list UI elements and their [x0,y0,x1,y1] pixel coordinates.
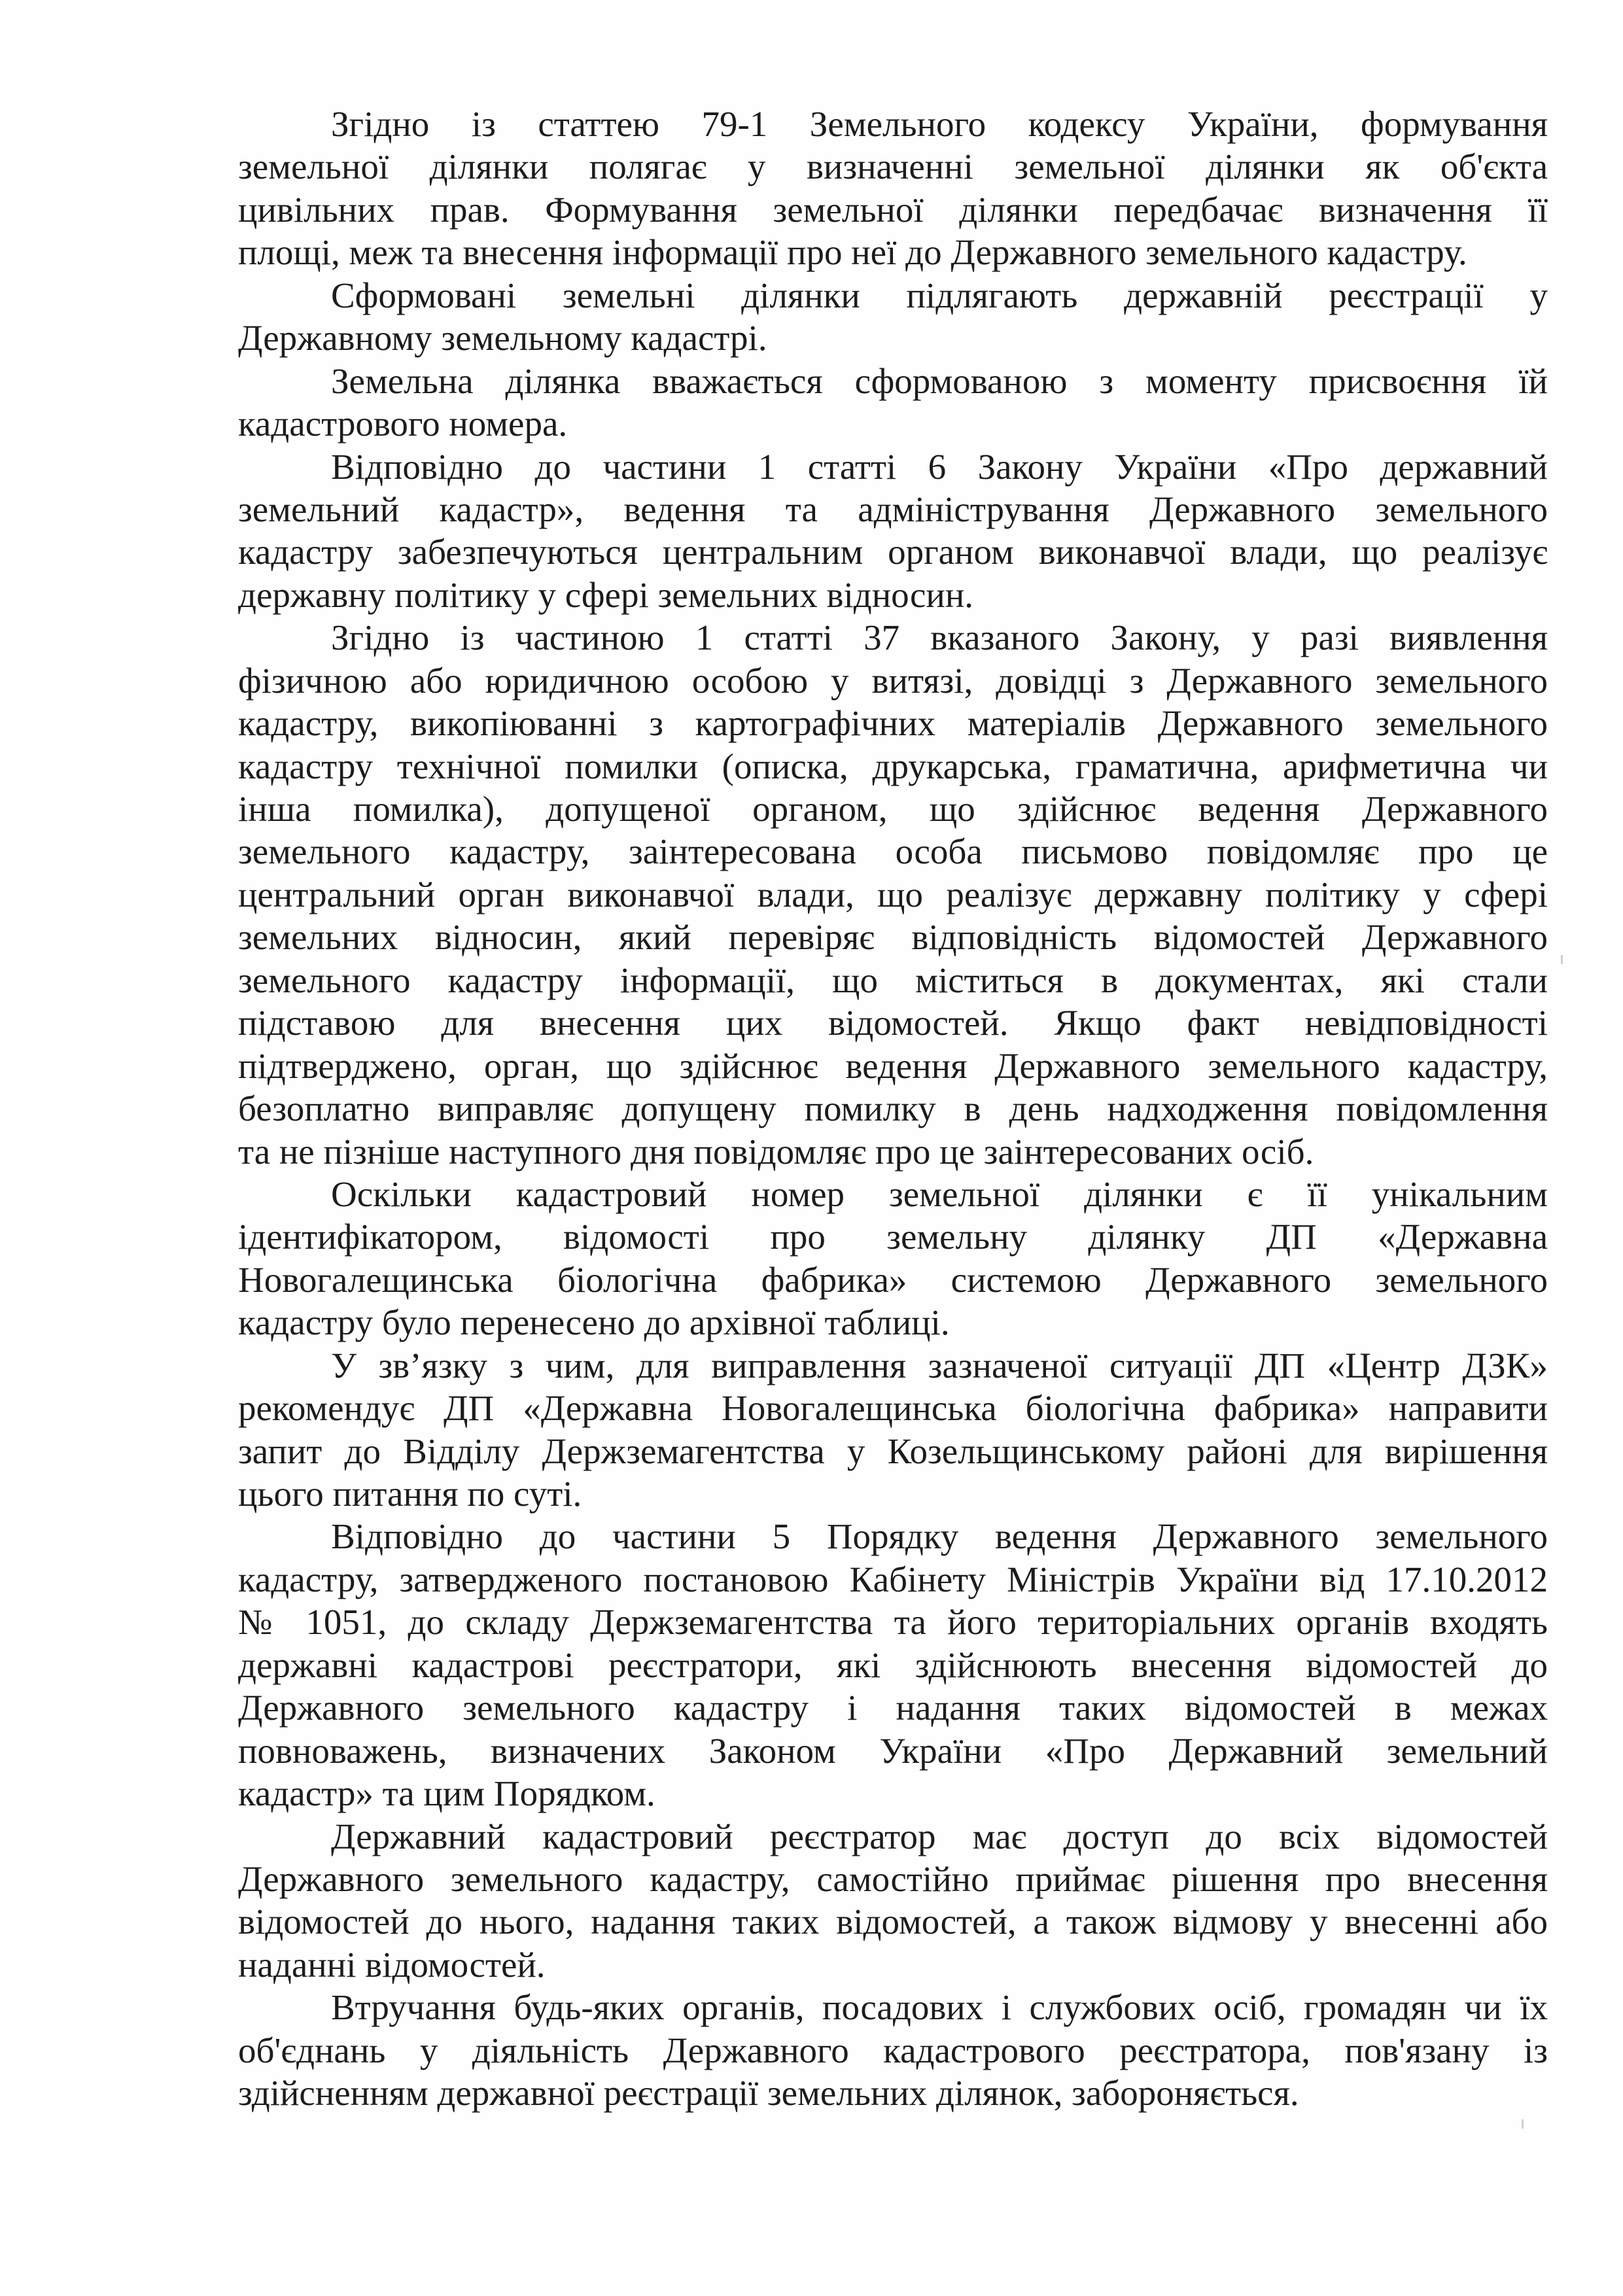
text-line: державну політику у сфері земельних відносин. [238,574,974,615]
text-line: земельних відносин, який перевіряє відповідність відомостей Державного [238,917,1548,958]
text-line: повноважень, визначених Законом України «Про Державний земельний [238,1730,1548,1771]
text-line: здійсненням державної реєстрації земельних ділянок, забороняється. [238,2073,1299,2113]
text-line: Державному земельному кадастрі. [238,318,767,358]
text-line: Державного земельного кадастру, самостійно приймає рішення про внесення [238,1858,1548,1899]
text-line: Новогалещинська біологічна фабрика» системою Державного земельного [238,1259,1548,1300]
text-line: Земельна ділянка вважається сформованою з моменту присвоєння їй [331,360,1548,401]
text-line: кадастр» та цим Порядком. [238,1773,655,1814]
text-line: цивільних прав. Формування земельної ділянки передбачає визначення її [238,189,1548,230]
text-line: центральний орган виконавчої влади, що реалізує державну політику у сфері [238,874,1548,914]
scan-speck [1522,2119,1524,2129]
text-line: земельного кадастру інформації, що міститься в документах, які стали [238,960,1548,1000]
text-line: Сформовані земельні ділянки підлягають державній реєстрації у [331,275,1548,315]
text-line: рекомендує ДП «Державна Новогалещинська біологічна фабрика» направити [238,1388,1548,1429]
text-line: державні кадастрові реєстратори, які здійснюють внесення відомостей до [238,1644,1548,1685]
scan-speck [1561,955,1563,964]
text-line: У зв’язку з чим, для виправлення зазначеної ситуації ДП «Центр ДЗК» [331,1345,1548,1385]
text-line: Державного земельного кадастру і надання таких відомостей в межах [238,1688,1548,1728]
paragraph [238,616,1548,1173]
text-line: цього питання по суті. [238,1474,582,1514]
paragraph [238,1815,1548,1987]
text-line: № 1051, до складу Держземагентства та його територіальних органів входять [238,1602,1548,1643]
text-line: та не пізніше наступного дня повідомляє про це заінтересованих осіб. [238,1131,1314,1172]
text-line: наданні відомостей. [238,1944,546,1985]
text-line: Втручання будь-яких органів, посадових і службових осіб, громадян чи їх [331,1987,1548,2028]
text-line: Згідно із статтею 79-1 Земельного кодексу України, формування [331,104,1548,144]
document-body [238,103,1548,2115]
text-line: підтверджено, орган, що здійснює ведення Державного земельного кадастру, [238,1045,1548,1086]
paragraph [238,445,1548,617]
text-line: кадастру технічної помилки (описка, друкарська, граматична, арифметична чи [238,746,1548,786]
paragraph [238,1173,1548,1344]
text-line: кадастру, викопіюванні з картографічних матеріалів Державного земельного [238,703,1548,744]
text-line: площі, меж та внесення інформації про неї до Державного земельного кадастру. [238,232,1467,273]
text-line: ідентифікатором, відомості про земельну ділянку ДП «Державна [238,1217,1548,1257]
text-line: земельної ділянки полягає у визначенні земельної ділянки як об'єкта [238,147,1548,187]
text-line: безоплатно виправляє допущену помилку в день надходження повідомлення [238,1088,1548,1129]
text-line: кадастру забезпечуються центральним органом виконавчої влади, що реалізує [238,532,1548,572]
paragraph [238,274,1548,360]
text-line: запит до Відділу Держземагентства у Козельщинському районі для вирішення [238,1431,1548,1471]
paragraph [238,1515,1548,1815]
text-line: земельний кадастр», ведення та адміністрування Державного земельного [238,489,1548,529]
text-line: Відповідно до частини 5 Порядку ведення Державного земельного [331,1516,1548,1557]
text-line: кадастру, затвердженого постановою Кабінету Міністрів України від 17.10.2012 [238,1559,1548,1599]
paragraph [238,1986,1548,2114]
text-line: відомостей до нього, надання таких відомостей, а також відмову у внесенні або [238,1902,1548,1942]
text-line: Згідно із частиною 1 статті 37 вказаного Закону, у разі виявлення [331,617,1548,658]
text-line: Оскільки кадастровий номер земельної ділянки є її унікальним [331,1174,1548,1214]
paragraph [238,360,1548,445]
text-line: Відповідно до частини 1 статті 6 Закону України «Про державний [331,446,1548,487]
text-line: підставою для внесення цих відомостей. Якщо факт невідповідності [238,1003,1548,1043]
text-line: кадастрового номера. [238,404,568,444]
paragraph [238,103,1548,274]
text-line: інша помилка), допущеної органом, що здійснює ведення Державного [238,789,1548,829]
text-line: кадастру було перенесено до архівної таблиці. [238,1302,950,1343]
text-line: Державний кадастровий реєстратор має доступ до всіх відомостей [331,1816,1548,1856]
text-line: фізичною або юридичною особою у витязі, довідці з Державного земельного [238,660,1548,701]
text-line: об'єднань у діяльність Державного кадастрового реєстратора, пов'язану із [238,2030,1548,2070]
text-line: земельного кадастру, заінтересована особа письмово повідомляє про це [238,831,1548,872]
paragraph [238,1344,1548,1516]
